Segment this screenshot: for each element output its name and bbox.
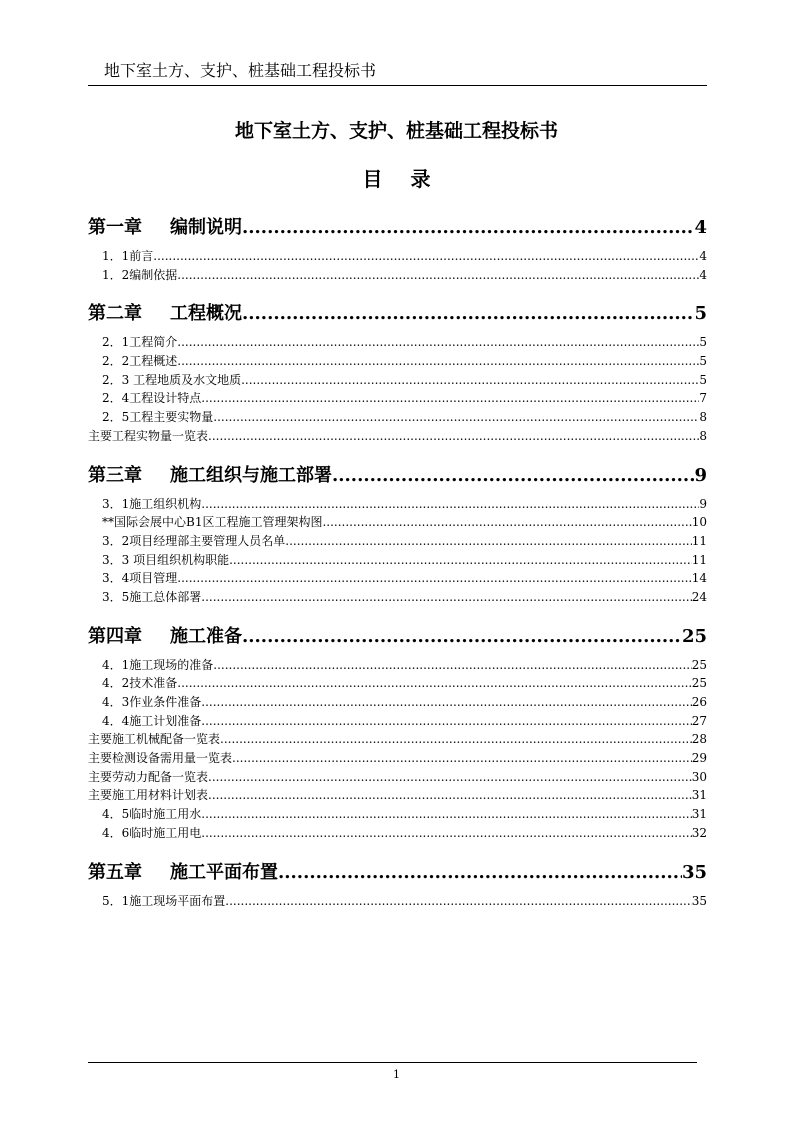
dot-leader: [177, 674, 691, 693]
running-header: 地下室土方、支护、桩基础工程投标书: [104, 61, 377, 80]
dot-leader: [232, 749, 692, 768]
dot-leader: [242, 218, 694, 238]
entry-label: 3．2项目经理部主要管理人员名单: [102, 533, 286, 548]
table-of-contents: [88, 218, 707, 910]
entry-label: 1．1前言: [102, 249, 154, 263]
chapter-name: 施工组织与施工部署: [170, 464, 332, 486]
dot-leader: [177, 266, 699, 285]
dot-leader: [322, 513, 691, 532]
entry-label: 4．4施工计划准备: [102, 713, 202, 728]
entry-label: 4．6临时施工用电: [102, 825, 202, 840]
page-ref: 11: [691, 533, 707, 548]
entry-label: 4．1施工现场的准备: [102, 657, 214, 672]
dot-leader: [177, 352, 699, 371]
page-ref: 5: [699, 354, 707, 369]
dot-leader: [332, 466, 694, 486]
toc-entry[interactable]: [88, 389, 707, 408]
chapter-number: 第二章: [88, 303, 142, 325]
entry-label: 3．1施工组织机构: [102, 496, 202, 511]
dot-leader: [242, 304, 694, 324]
document-title: 地下室土方、支护、桩基础工程投标书: [234, 120, 558, 142]
dot-leader: [177, 333, 699, 352]
header-divider: [88, 85, 707, 86]
page-ref: 9: [694, 464, 707, 486]
page-ref: 24: [691, 589, 707, 604]
toc-entry[interactable]: [88, 805, 707, 824]
entry-label: 主要工程实物量一览表: [88, 428, 209, 443]
page-ref: 35: [681, 861, 707, 883]
dot-leader: [201, 712, 691, 731]
dot-leader: [242, 627, 682, 647]
entry-label: 主要检测设备需用量一览表: [88, 751, 233, 766]
chapter-label: [88, 304, 242, 324]
toc-entry[interactable]: [88, 693, 707, 712]
dot-leader: [213, 408, 699, 427]
chapter-name: 施工准备: [170, 625, 242, 647]
dot-leader: [201, 693, 691, 712]
toc-entry[interactable]: [88, 569, 707, 588]
page-ref: 27: [691, 713, 707, 728]
dot-leader: [285, 532, 691, 551]
dot-leader: [208, 427, 699, 446]
toc-entry[interactable]: [88, 352, 707, 371]
page-ref: 26: [691, 695, 707, 709]
toc-entry[interactable]: [88, 532, 707, 551]
dot-leader: [208, 768, 692, 787]
entry-label: 5．1施工现场平面布置: [102, 893, 226, 908]
dot-leader: [241, 371, 699, 390]
entry-label: **国际会展中心B1区工程施工管理架构图: [102, 515, 323, 530]
dot-leader: [201, 495, 699, 514]
page-ref: 8: [699, 428, 707, 443]
page-ref: 4: [699, 249, 707, 263]
entry-label: 1．2编制依据: [102, 267, 178, 282]
entry-label: 3．5施工总体部署: [102, 589, 202, 604]
toc-entry[interactable]: [88, 656, 707, 675]
toc-entry[interactable]: [88, 495, 707, 514]
toc-entry[interactable]: [88, 786, 707, 805]
entry-label: 2．3 工程地质及水文地质: [102, 372, 242, 387]
dot-leader: [201, 805, 691, 824]
toc-entry[interactable]: [88, 266, 707, 285]
entry-label: 主要施工机械配备一览表: [88, 732, 221, 747]
entry-label: 4．5临时施工用水: [102, 807, 202, 822]
page-ref: 10: [691, 515, 707, 530]
page-ref: 28: [691, 732, 707, 747]
entry-label: 3．3 项目组织机构职能: [102, 552, 230, 567]
page-ref: 8: [699, 410, 707, 425]
footer-divider: [88, 1062, 697, 1063]
entry-label: 3．4项目管理: [102, 571, 178, 586]
dot-leader: [213, 656, 691, 675]
chapter-label: [88, 466, 332, 486]
dot-leader: [229, 551, 692, 570]
toc-entry[interactable]: [88, 768, 707, 787]
page-number: 1: [393, 1068, 400, 1081]
page-ref: 14: [691, 571, 707, 586]
dot-leader: [278, 863, 682, 883]
page-ref: 32: [691, 825, 707, 840]
dot-leader: [153, 247, 699, 266]
toc-entry[interactable]: [88, 730, 707, 749]
entry-label: 主要施工用材料计划表: [88, 788, 209, 803]
dot-leader: [177, 569, 691, 588]
chapter-label: [88, 863, 278, 883]
toc-entry[interactable]: [88, 824, 707, 843]
page-ref: 25: [691, 676, 707, 691]
toc-entry[interactable]: [88, 513, 707, 532]
page-ref: 7: [699, 391, 707, 406]
toc-entry[interactable]: [88, 427, 707, 446]
toc-entry[interactable]: [88, 674, 707, 693]
chapter-name: 编制说明: [170, 217, 242, 238]
toc-entry[interactable]: [88, 371, 707, 390]
page-ref: 25: [681, 625, 707, 647]
entry-label: 主要劳动力配备一览表: [88, 769, 209, 784]
page-ref: 31: [691, 807, 707, 822]
toc-entry[interactable]: [88, 712, 707, 731]
toc-chapter-entry[interactable]: [88, 218, 707, 238]
page-ref: 30: [691, 769, 707, 784]
chapter-name: 工程概况: [170, 303, 242, 325]
toc-chapter-entry[interactable]: [88, 466, 707, 486]
chapter-number: 第四章: [88, 625, 142, 647]
page-ref: 5: [699, 335, 707, 350]
chapter-number: 第五章: [88, 861, 142, 883]
dot-leader: [201, 588, 691, 607]
page-ref: 29: [691, 751, 707, 766]
dot-leader: [220, 730, 692, 749]
toc-entry[interactable]: [88, 588, 707, 607]
dot-leader: [208, 786, 692, 805]
toc-entry[interactable]: [88, 551, 707, 570]
toc-entry[interactable]: [88, 408, 707, 427]
entry-label: 2．1工程简介: [102, 335, 178, 350]
chapter-number: 第一章: [88, 217, 142, 238]
toc-chapter-entry[interactable]: [88, 863, 707, 883]
toc-entry[interactable]: [88, 749, 707, 768]
entry-label: 4．2技术准备: [102, 676, 178, 691]
page-ref: 4: [699, 267, 707, 282]
toc-entry[interactable]: [88, 247, 707, 266]
page-ref: 4: [694, 217, 707, 238]
toc-chapter-entry[interactable]: [88, 627, 707, 647]
chapter-number: 第三章: [88, 464, 142, 486]
entry-label: 2．4工程设计特点: [102, 391, 202, 406]
page-ref: 35: [691, 893, 707, 908]
chapter-label: [88, 627, 242, 647]
toc-entry[interactable]: [88, 333, 707, 352]
dot-leader: [201, 824, 691, 843]
page-ref: 5: [694, 303, 707, 325]
page-ref: 25: [691, 657, 707, 672]
page-ref: 31: [691, 788, 707, 803]
page-ref: 9: [699, 496, 707, 511]
page-ref: 11: [691, 552, 707, 567]
page-ref: 5: [699, 372, 707, 387]
entry-label: 2．2工程概述: [102, 354, 178, 369]
toc-chapter-entry[interactable]: [88, 304, 707, 324]
entry-label: 4．3作业条件准备: [102, 695, 202, 709]
entry-label: 2．5工程主要实物量: [102, 410, 214, 425]
chapter-label: [88, 218, 242, 238]
dot-leader: [201, 389, 699, 408]
chapter-name: 施工平面布置: [170, 861, 278, 883]
toc-heading: 目录: [362, 167, 459, 191]
toc-entry[interactable]: [88, 892, 707, 911]
dot-leader: [225, 892, 691, 911]
